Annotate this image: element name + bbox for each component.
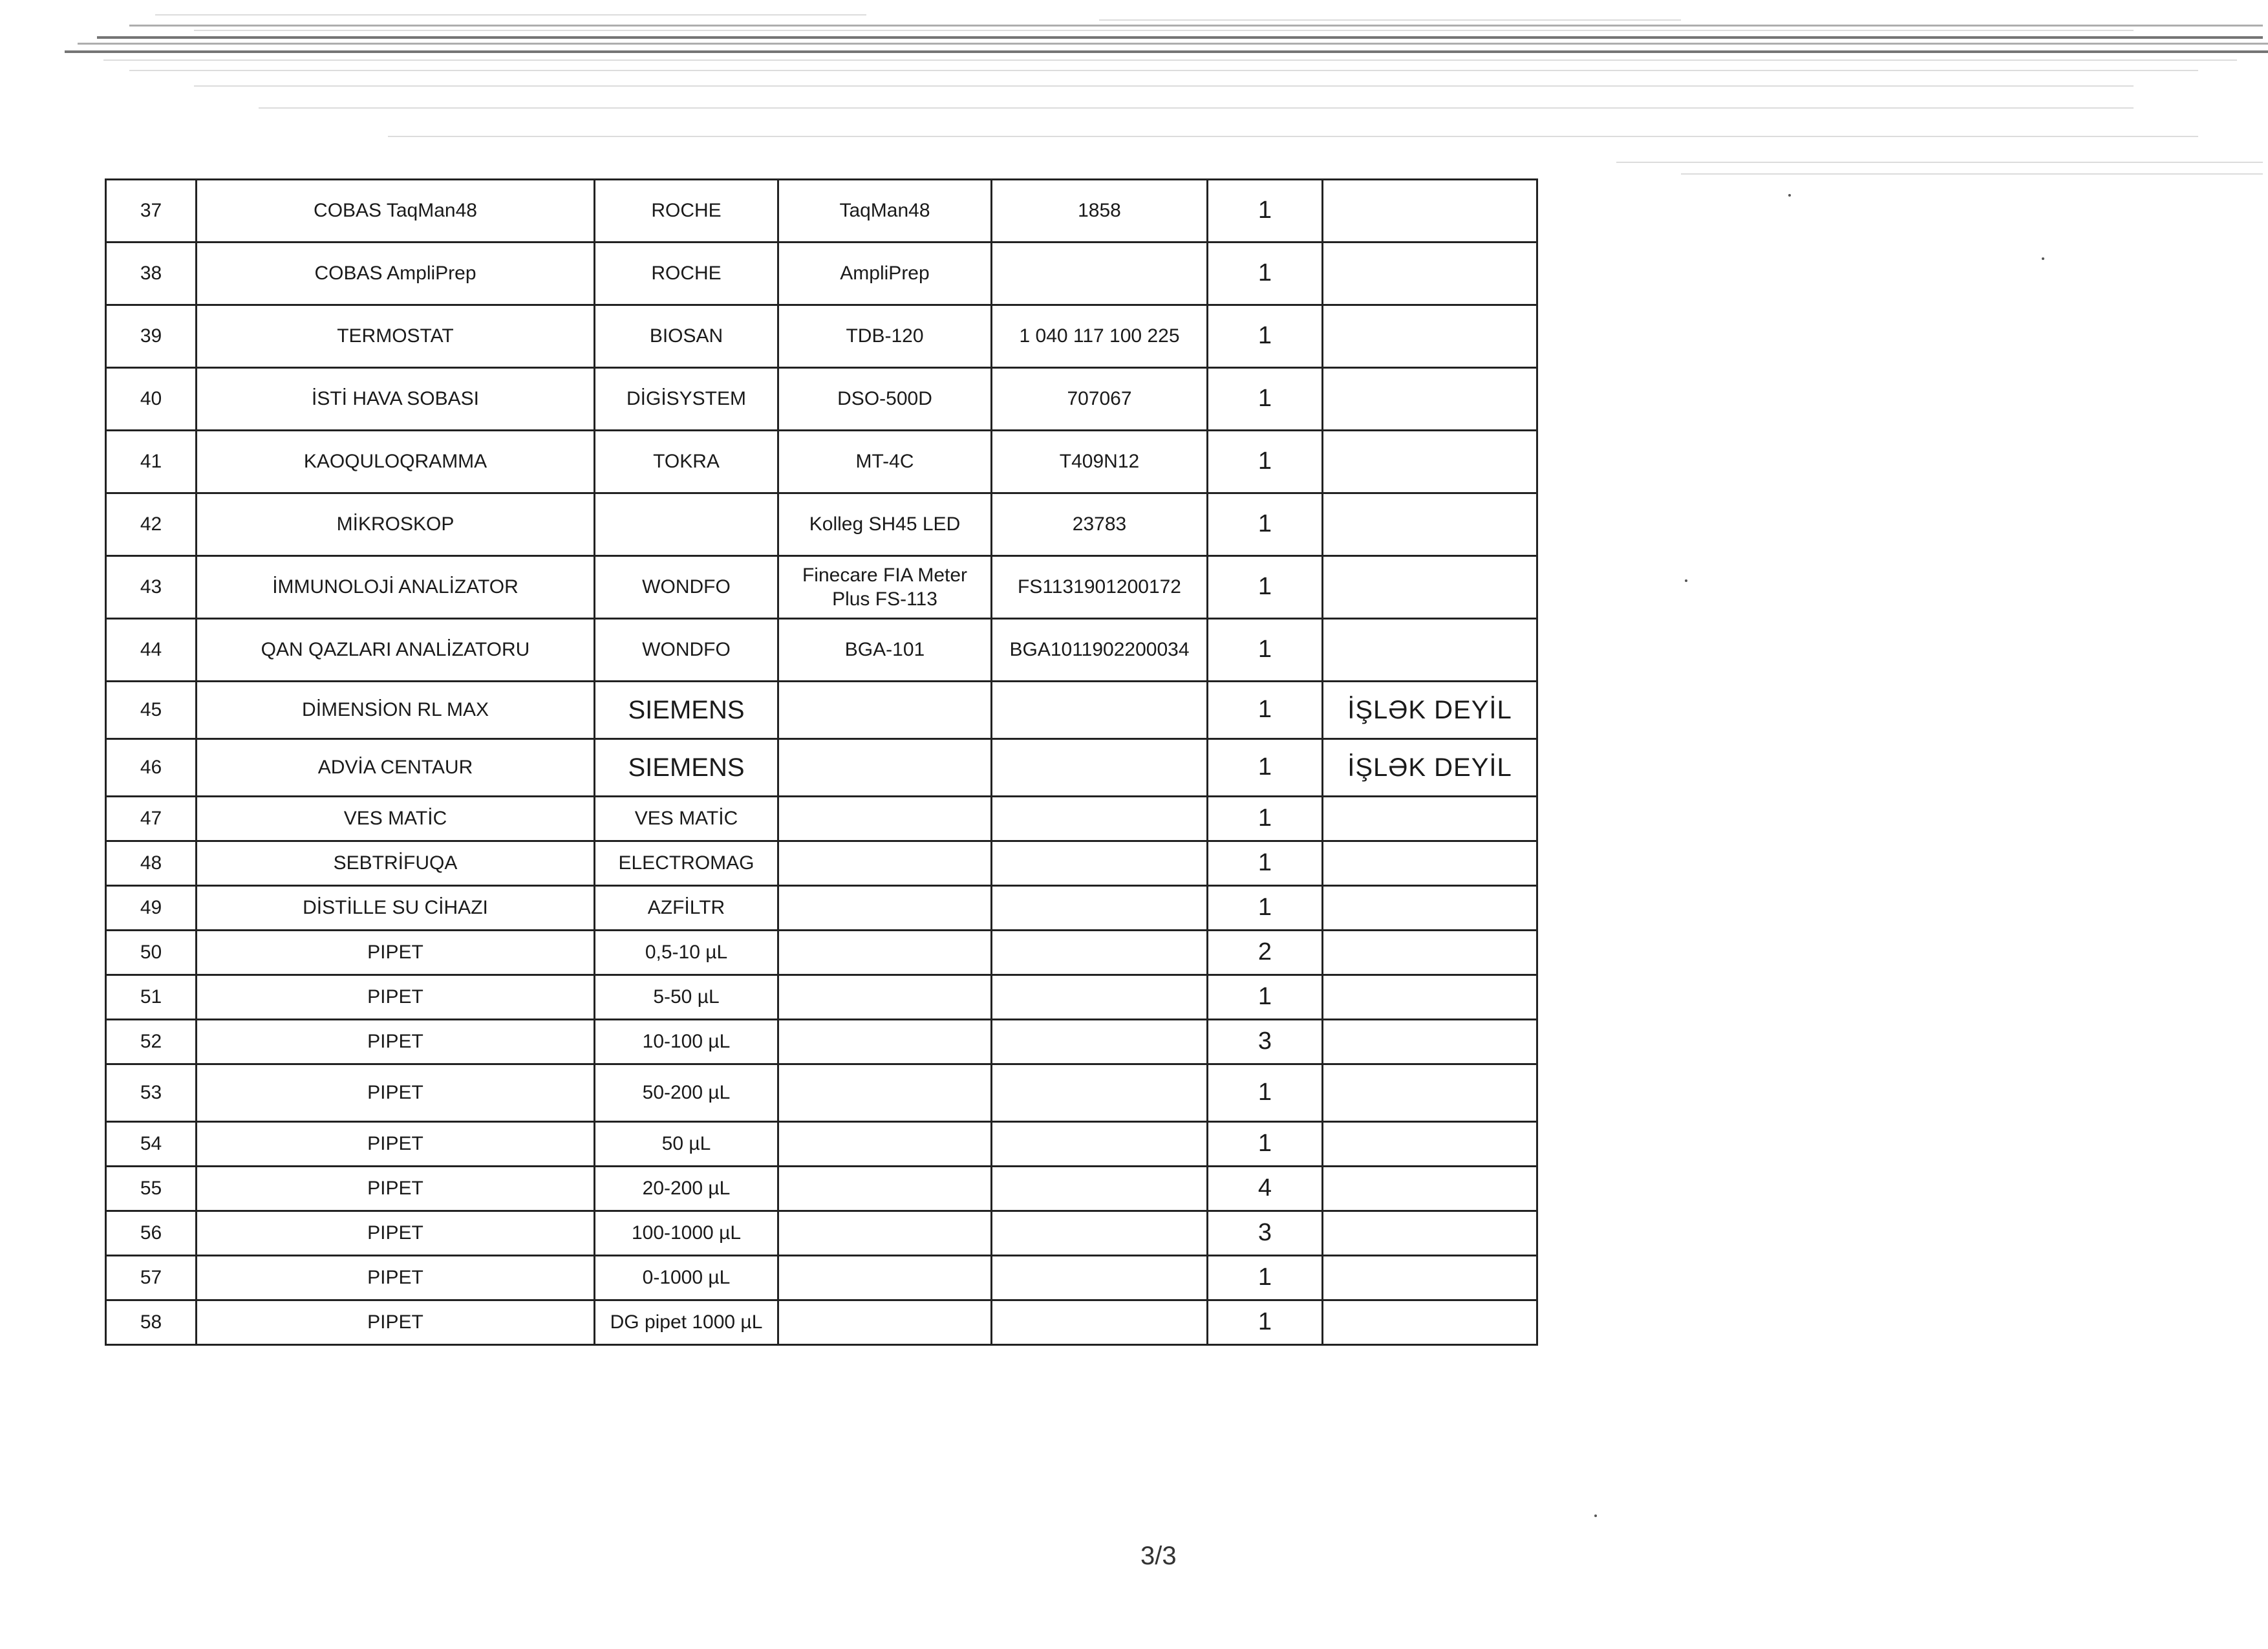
row-number: 53 [106,1064,197,1122]
row-number: 47 [106,797,197,841]
quantity: 1 [1208,975,1323,1020]
brand: 10-100 µL [595,1020,778,1064]
equipment-name: ADVİA CENTAUR [197,739,595,797]
status-note [1323,975,1537,1020]
row-number: 37 [106,180,197,242]
serial-number [992,1300,1208,1345]
page-number: 3/3 [1140,1542,1177,1570]
row-number: 43 [106,556,197,619]
table-row [106,305,1537,368]
table-row [106,739,1537,797]
row-number: 55 [106,1167,197,1211]
brand: 5-50 µL [595,975,778,1020]
brand: BIOSAN [595,305,778,368]
status-note [1323,368,1537,431]
equipment-name: PIPET [197,1300,595,1345]
equipment-inventory-table [105,178,1538,1346]
brand: DİGİSYSTEM [595,368,778,431]
row-number: 41 [106,431,197,493]
serial-number: 23783 [992,493,1208,556]
model [778,841,992,886]
table-row [106,619,1537,682]
row-number: 57 [106,1256,197,1300]
row-number: 48 [106,841,197,886]
model [778,931,992,975]
table-row [106,1256,1537,1300]
scan-speck [2042,257,2044,260]
row-number: 51 [106,975,197,1020]
model [778,1211,992,1256]
model [778,1256,992,1300]
equipment-name: TERMOSTAT [197,305,595,368]
serial-number: 1 040 117 100 225 [992,305,1208,368]
equipment-name: COBAS TaqMan48 [197,180,595,242]
status-note [1323,1211,1537,1256]
brand: ELECTROMAG [595,841,778,886]
status-note [1323,1167,1537,1211]
table-row [106,1167,1537,1211]
model [778,739,992,797]
status-note [1323,556,1537,619]
equipment-name: PIPET [197,931,595,975]
status-note [1323,931,1537,975]
table-row [106,180,1537,242]
serial-number [992,931,1208,975]
brand: 20-200 µL [595,1167,778,1211]
model [778,682,992,739]
row-number: 54 [106,1122,197,1167]
scan-speck [1594,1514,1597,1517]
model [778,797,992,841]
table-row [106,1064,1537,1122]
quantity: 1 [1208,1256,1323,1300]
serial-number [992,975,1208,1020]
equipment-name: DİSTİLLE SU CİHAZI [197,886,595,931]
status-note: İŞLƏK DEYİL [1323,739,1537,797]
model [778,975,992,1020]
equipment-name: İMMUNOLOJİ ANALİZATOR [197,556,595,619]
serial-number [992,797,1208,841]
row-number: 42 [106,493,197,556]
quantity: 3 [1208,1020,1323,1064]
quantity: 4 [1208,1167,1323,1211]
equipment-name: PIPET [197,1122,595,1167]
scan-speck [1685,579,1687,582]
serial-number [992,1020,1208,1064]
brand: AZFİLTR [595,886,778,931]
quantity: 1 [1208,797,1323,841]
serial-number [992,1122,1208,1167]
status-note [1323,619,1537,682]
table-row [106,886,1537,931]
status-note [1323,242,1537,305]
quantity: 1 [1208,556,1323,619]
scan-noise [0,0,2268,188]
quantity: 1 [1208,368,1323,431]
brand: WONDFO [595,619,778,682]
quantity: 1 [1208,431,1323,493]
status-note [1323,797,1537,841]
serial-number [992,242,1208,305]
equipment-name: QAN QAZLARI ANALİZATORU [197,619,595,682]
equipment-name: COBAS AmpliPrep [197,242,595,305]
model: TaqMan48 [778,180,992,242]
row-number: 49 [106,886,197,931]
quantity: 1 [1208,1122,1323,1167]
equipment-name: PIPET [197,1211,595,1256]
brand [595,493,778,556]
status-note [1323,841,1537,886]
brand: SIEMENS [595,739,778,797]
brand: 50 µL [595,1122,778,1167]
status-note [1323,886,1537,931]
table-row [106,556,1537,619]
serial-number [992,1256,1208,1300]
row-number: 44 [106,619,197,682]
serial-number: BGA1011902200034 [992,619,1208,682]
brand: ROCHE [595,180,778,242]
status-note: İŞLƏK DEYİL [1323,682,1537,739]
quantity: 1 [1208,1300,1323,1345]
row-number: 52 [106,1020,197,1064]
quantity: 3 [1208,1211,1323,1256]
status-note [1323,1020,1537,1064]
status-note [1323,493,1537,556]
table-row [106,431,1537,493]
table-row [106,1211,1537,1256]
row-number: 58 [106,1300,197,1345]
equipment-name: PIPET [197,1020,595,1064]
scan-speck [1788,194,1791,197]
status-note [1323,1064,1537,1122]
equipment-name: PIPET [197,975,595,1020]
model: Kolleg SH45 LED [778,493,992,556]
row-number: 56 [106,1211,197,1256]
serial-number: T409N12 [992,431,1208,493]
quantity: 1 [1208,886,1323,931]
model: Finecare FIA Meter Plus FS-113 [778,556,992,619]
row-number: 50 [106,931,197,975]
row-number: 40 [106,368,197,431]
brand: VES MATİC [595,797,778,841]
table-row [106,682,1537,739]
serial-number [992,841,1208,886]
status-note [1323,1122,1537,1167]
quantity: 1 [1208,305,1323,368]
model [778,1300,992,1345]
brand: 0-1000 µL [595,1256,778,1300]
brand: TOKRA [595,431,778,493]
serial-number: FS1131901200172 [992,556,1208,619]
brand: 100-1000 µL [595,1211,778,1256]
quantity: 1 [1208,841,1323,886]
table-row [106,1122,1537,1167]
row-number: 46 [106,739,197,797]
brand: 50-200 µL [595,1064,778,1122]
serial-number [992,739,1208,797]
table-row [106,1020,1537,1064]
equipment-name: KAOQULOQRAMMA [197,431,595,493]
brand: ROCHE [595,242,778,305]
model [778,1167,992,1211]
brand: 0,5-10 µL [595,931,778,975]
equipment-name: PIPET [197,1256,595,1300]
serial-number: 1858 [992,180,1208,242]
serial-number [992,1064,1208,1122]
status-note [1323,1300,1537,1345]
quantity: 1 [1208,1064,1323,1122]
row-number: 39 [106,305,197,368]
quantity: 1 [1208,180,1323,242]
brand: WONDFO [595,556,778,619]
equipment-name: SEBTRİFUQA [197,841,595,886]
quantity: 1 [1208,619,1323,682]
table-row [106,368,1537,431]
table-row [106,841,1537,886]
model: TDB-120 [778,305,992,368]
brand: DG pipet 1000 µL [595,1300,778,1345]
status-note [1323,305,1537,368]
model: BGA-101 [778,619,992,682]
model [778,1064,992,1122]
equipment-name: VES MATİC [197,797,595,841]
status-note [1323,180,1537,242]
quantity: 1 [1208,739,1323,797]
equipment-name: PIPET [197,1167,595,1211]
model: DSO-500D [778,368,992,431]
equipment-name: DİMENSİON RL MAX [197,682,595,739]
quantity: 1 [1208,493,1323,556]
serial-number [992,682,1208,739]
model [778,1020,992,1064]
row-number: 38 [106,242,197,305]
status-note [1323,1256,1537,1300]
model: AmpliPrep [778,242,992,305]
table-row [106,931,1537,975]
table-row [106,242,1537,305]
model: MT-4C [778,431,992,493]
serial-number: 707067 [992,368,1208,431]
equipment-name: PIPET [197,1064,595,1122]
quantity: 1 [1208,682,1323,739]
model [778,1122,992,1167]
table-row [106,493,1537,556]
status-note [1323,431,1537,493]
quantity: 2 [1208,931,1323,975]
serial-number [992,886,1208,931]
equipment-name: MİKROSKOP [197,493,595,556]
equipment-name: İSTİ HAVA SOBASI [197,368,595,431]
brand: SIEMENS [595,682,778,739]
serial-number [992,1167,1208,1211]
serial-number [992,1211,1208,1256]
table-row [106,797,1537,841]
row-number: 45 [106,682,197,739]
model [778,886,992,931]
table-row [106,1300,1537,1345]
table-row [106,975,1537,1020]
quantity: 1 [1208,242,1323,305]
